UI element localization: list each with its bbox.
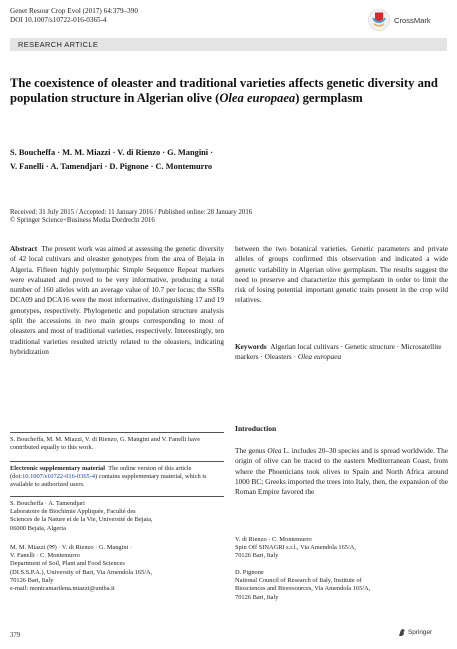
- esm-heading: Electronic supplementary material: [10, 465, 106, 472]
- authors-line1: S. Boucheffa · M. M. Miazzi · V. di Rienzo · G. Mangini ·: [10, 148, 214, 157]
- journal-line: Genet Resour Crop Evol (2017) 64:379–390: [10, 7, 138, 15]
- affiliation-2: [10, 544, 224, 593]
- esm-pre: The online version of this article (doi:: [10, 465, 192, 481]
- keywords-heading: Keywords: [235, 342, 267, 351]
- aff3-line: Spin Off SINAGRI s.r.l., Via Amendola 165/A,: [235, 544, 356, 552]
- aff3-names: V. di Rienzo · C. Montemurro: [235, 536, 312, 543]
- abstract-left-text: The present work was aimed at assessing the genetic diversity of 42 local cultivars and oleaster genotypes from the area of Bejaia in Algeria. Fifteen highly polymorphic Simple Sequence Repeat markers were evaluated and proved to be very informative, producing a total number of 160 alleles with an average value of 10.7 per locus; the SSRs DCA09 and DCA16 were the most informative, distinguishing 17 and 19 genotypes, respectively. Phylogenetic and population structure analysis split the accessions in two main groups corresponding to most of oleasters and most of traditional varieties, respectively. Interestingly, ten traditional varieties resulted strictly related to the oleasters, indicating hybridization: [10, 244, 224, 356]
- publication-dates: [10, 209, 450, 226]
- intro-italic: Olea: [267, 446, 282, 455]
- intro-pre: The genus: [235, 446, 268, 455]
- abstract-right: [235, 244, 448, 306]
- aff2-names: M. M. Miazzi (✉) · V. di Rienzo · G. Mangini ·: [10, 544, 133, 551]
- title-part1: The coexistence of oleaster and traditional varieties affects genetic diversity and population structure in Algerian olive (: [10, 76, 438, 105]
- introduction-text: [235, 446, 448, 497]
- aff4-names: D. Pignone: [235, 569, 264, 576]
- dates-line2: © Springer Science+Business Media Dordrecht 2016: [10, 217, 155, 225]
- equal-contribution-note: S. Boucheffa, M. M. Miazzi, V. di Rienzo, G. Mangini and V. Fanelli have contributed equally to this work.: [10, 436, 201, 452]
- esm-note: [10, 465, 224, 490]
- aff2-names2: V. Fanelli · C. Montemurro: [10, 552, 80, 560]
- aff4-line: National Council of Research of Italy, Institute of: [235, 577, 362, 585]
- author-list: [10, 146, 450, 173]
- abstract-heading: Abstract: [10, 244, 38, 253]
- introduction-heading: Introduction: [235, 424, 277, 433]
- aff1-names: S. Boucheffa · A. Tamendjari: [10, 500, 85, 507]
- title-part2: ) germplasm: [295, 91, 363, 105]
- esm-post: ) contains supplementary material, which is available to authorized users.: [10, 473, 207, 489]
- footnote-divider: [10, 432, 224, 433]
- crossmark-label: CrossMark: [394, 15, 431, 25]
- aff2-line: (DI.S.S.P.A.), University of Bari, Via Amendola 165/A,: [10, 568, 153, 576]
- publisher-label: Springer: [408, 629, 433, 636]
- authors-line2: V. Fanelli · A. Tamendjari · D. Pignone · C. Montemurro: [10, 161, 213, 171]
- crossmark-icon: [368, 9, 390, 31]
- section-label: RESEARCH ARTICLE: [18, 40, 99, 49]
- aff4-line: 70126 Bari, Italy: [235, 593, 279, 601]
- page-number: 379: [10, 632, 21, 639]
- article-title: [10, 76, 450, 106]
- aff1-line: Sciences de la Nature et de la Vie, Université de Bejaia,: [10, 516, 153, 524]
- affiliation-3: [235, 536, 448, 561]
- aff3-line: 70126 Bari, Italy: [235, 552, 279, 560]
- aff1-line: 06000 Bejaïa, Algeria: [10, 524, 66, 532]
- keywords-text: Algerian local cultivars · Genetic structure · Microsatellite markers · Oleasters ·: [235, 342, 442, 362]
- affiliation-divider-left: [10, 496, 224, 497]
- abstract-left: [10, 244, 224, 357]
- aff2-line: Department of Soil, Plant and Food Sciences: [10, 560, 125, 568]
- intro-post: L. includes 20–30 species and is spread worldwide. The origin of olive can be traced to the eastern Mediterranean Coast, from where the Phoenicians took olives to Spain and North Africa around 1000 BC; Greeks imported the trees into Italy, then, the expansion of the Roman Empire favored the: [235, 446, 448, 497]
- aff2-line: 70126 Bari, Italy: [10, 576, 54, 584]
- aff2-email[interactable]: e-mail: monicamarilena.miazzi@uniba.it: [10, 585, 115, 593]
- dates-line1: Received: 31 July 2015 / Accepted: 11 January 2016 / Published online: 28 January 2016: [10, 209, 253, 216]
- esm-doi-link[interactable]: 10.1007/s10722-016-0365-4: [22, 473, 96, 481]
- doi-line: DOI 10.1007/s10722-016-0365-4: [10, 15, 107, 24]
- title-italic: Olea europaea: [219, 91, 296, 105]
- aff4-line: Biosciences and Bioresources, Via Amendola 165/A,: [235, 585, 371, 593]
- esm-divider: [10, 461, 224, 462]
- crossmark-badge[interactable]: [368, 6, 448, 34]
- aff1-line: Laboratoire de Biochimie Appliquée, Faculté des: [10, 508, 136, 516]
- keywords-block: [235, 342, 448, 363]
- journal-citation: [10, 7, 138, 24]
- publisher-mark: [398, 628, 432, 637]
- abstract-right-text: between the two botanical varieties. Genetic parameters and private alleles of groups confirmed this observation and indicated a wide genetic variability in Algerian olive germplasm. The results suggest the need to preserve and characterize this germplasm in order to limit the risk of losing potential important genetic traits present in the crop wild relatives.: [235, 244, 448, 305]
- keywords-italic: Olea europaea: [297, 352, 342, 362]
- affiliation-4: [235, 569, 448, 602]
- springer-horse-icon: [398, 628, 406, 637]
- affiliation-1: [10, 500, 224, 533]
